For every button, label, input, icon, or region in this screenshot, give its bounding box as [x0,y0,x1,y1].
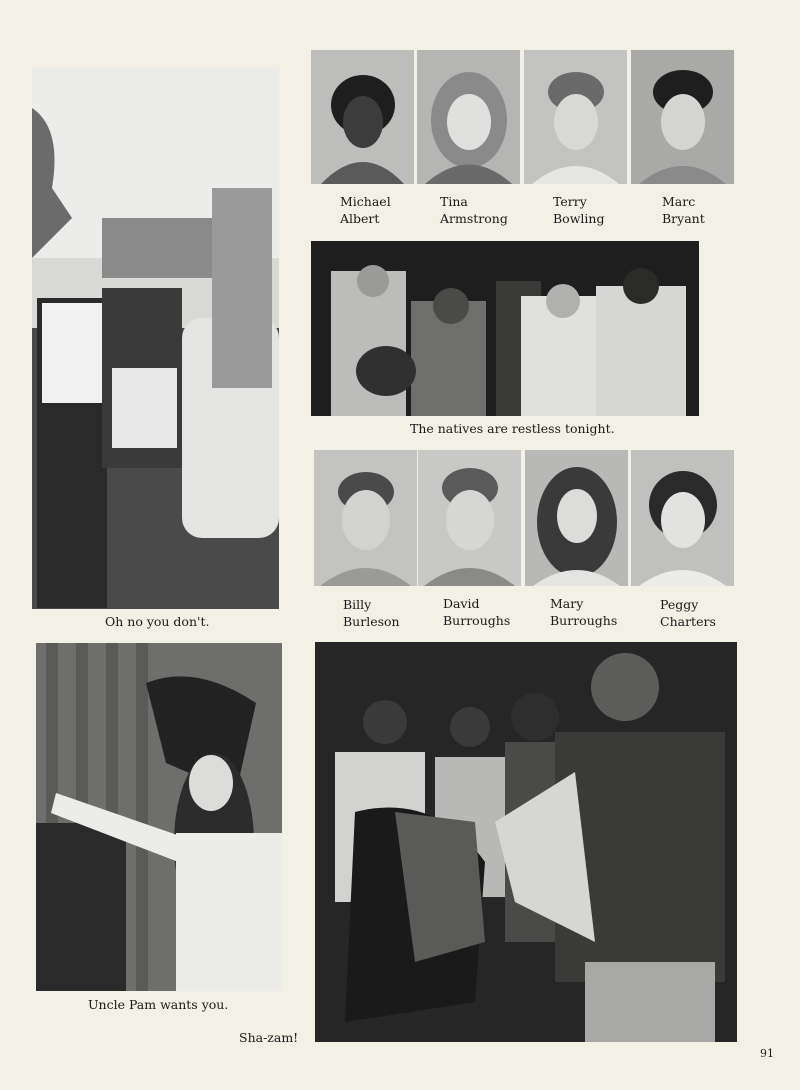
portrait-michael-albert [311,50,414,184]
caption-uncle-pam: Uncle Pam wants you. [88,997,229,1012]
name-terry-bowling: Terry Bowling [553,194,605,226]
portrait-mary-burroughs [525,450,628,586]
name-michael-albert: Michael Albert [340,194,391,226]
portrait-david-burroughs [418,450,521,586]
caption-shazam: Sha-zam! [239,1030,299,1045]
portrait-marc-bryant [631,50,734,184]
photo-natives-group [311,241,699,416]
caption-oh-no: Oh no you don't. [105,614,210,629]
name-peggy-charters: Peggy Charters [660,597,716,629]
portrait-peggy-charters [631,450,734,586]
portrait-tina-armstrong [417,50,520,184]
name-mary-burroughs: Mary Burroughs [550,596,618,628]
name-billy-burleson: Billy Burleson [343,597,400,629]
photo-car-group [32,68,279,609]
name-marc-bryant: Marc Bryant [662,194,705,226]
portrait-terry-bowling [524,50,627,184]
photo-uncle-pam [36,643,282,991]
name-tina-armstrong: Tina Armstrong [440,194,508,226]
portrait-billy-burleson [314,450,417,586]
caption-natives: The natives are restless tonight. [410,421,615,436]
name-david-burroughs: David Burroughs [443,596,511,628]
page-number: 91 [760,1047,774,1060]
photo-letter-jackets [315,642,737,1042]
